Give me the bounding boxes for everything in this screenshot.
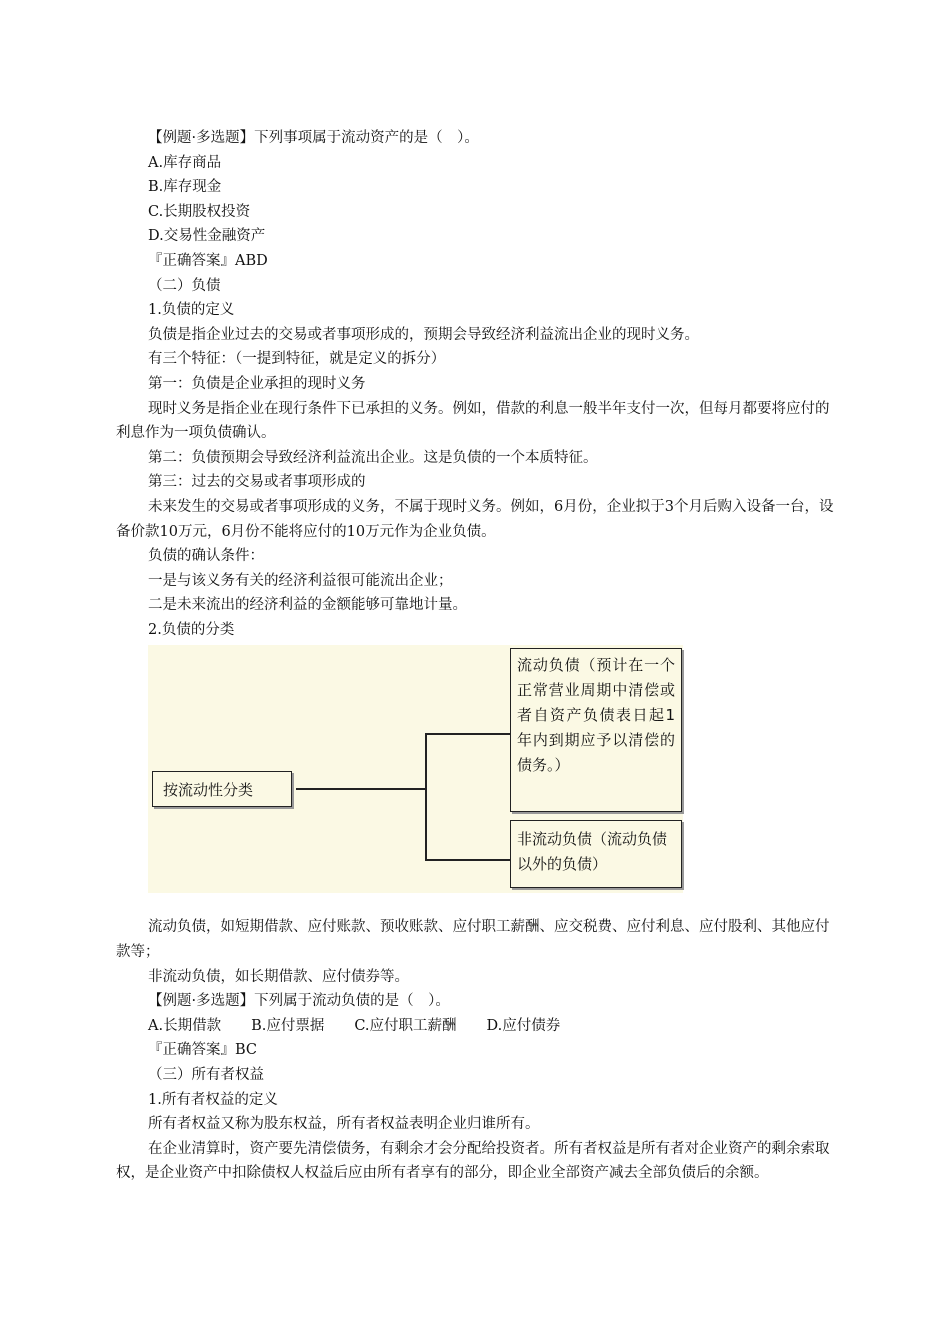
section-liabilities: （二）负债 bbox=[148, 277, 221, 294]
recognition-title: 负债的确认条件： bbox=[148, 548, 264, 565]
q2-option-d: D.应付债券 bbox=[486, 1017, 561, 1034]
answer-2: 『正确答案』BC bbox=[148, 1042, 258, 1059]
question-1: 【例题·多选题】下列事项属于流动资产的是（ ）。 bbox=[148, 130, 479, 146]
subsection-classification: 2.负债的分类 bbox=[148, 621, 235, 638]
feature-3: 第三：过去的交易或者事项形成的 bbox=[148, 474, 366, 491]
option-c: C.长期股权投资 bbox=[148, 203, 251, 220]
subsection-definition: 1.负债的定义 bbox=[148, 302, 235, 319]
question-2-options bbox=[116, 1014, 836, 1039]
paragraph-liquidation: 在企业清算时，资产要先清偿债务，有剩余才会分配给投资者。所有者权益是所有者对企业资产的剩余索取权，是企业资产中扣除债权人权益后应由所有者享有的部分，即企业全部资产减去全部负债后的余额。 bbox=[116, 1140, 830, 1182]
question-2: 【例题·多选题】下列属于流动负债的是（ ）。 bbox=[148, 993, 450, 1010]
feature-1: 第一：负债是企业承担的现时义务 bbox=[148, 375, 366, 392]
recognition-1: 一是与该义务有关的经济利益很可能流出企业； bbox=[148, 572, 453, 589]
q2-option-a: A.长期借款 bbox=[148, 1017, 222, 1034]
paragraph-future-obligation: 未来发生的交易或者事项形成的义务，不属于现时义务。例如，6月份，企业拟于3个月后购入设备一台，设备价款10万元，6月份不能将应付的10万元作为企业负债。 bbox=[116, 498, 834, 540]
root-box: 按流动性分类 bbox=[152, 771, 292, 807]
current-liabilities-box: 流动负债（预计在一个正常营业周期中清偿或者自资产负债表日起1年内到期应予以清偿的债务。） bbox=[510, 648, 682, 812]
paragraph-current-examples: 流动负债，如短期借款、应付账款、预收账款、应付职工薪酬、应交税费、应付利息、应付股利、其他应付款等； bbox=[116, 919, 830, 961]
noncurrent-liabilities-box: 非流动负债（流动负债以外的负债） bbox=[510, 820, 682, 888]
features-intro: 有三个特征：（一提到特征，就是定义的拆分） bbox=[148, 351, 446, 368]
q2-option-b: B.应付票据 bbox=[251, 1017, 325, 1034]
classification-diagram bbox=[148, 645, 683, 893]
subsection-equity-definition: 1.所有者权益的定义 bbox=[148, 1091, 278, 1108]
section-equity: （三）所有者权益 bbox=[148, 1067, 264, 1084]
connector-bottom bbox=[425, 859, 510, 861]
answer-1: 『正确答案』ABD bbox=[148, 252, 268, 269]
q2-option-c: C.应付职工薪酬 bbox=[354, 1017, 457, 1034]
definition-text: 负债是指企业过去的交易或者事项形成的，预期会导致经济利益流出企业的现时义务。 bbox=[148, 326, 699, 343]
connector-top bbox=[425, 733, 510, 735]
option-b: B.库存现金 bbox=[148, 179, 222, 196]
equity-definition-text: 所有者权益又称为股东权益，所有者权益表明企业归谁所有。 bbox=[148, 1116, 540, 1133]
connector-vertical bbox=[425, 733, 427, 860]
recognition-2: 二是未来流出的经济利益的金额能够可靠地计量。 bbox=[148, 597, 467, 614]
feature-2: 第二：负债预期会导致经济利益流出企业。这是负债的一个本质特征。 bbox=[148, 449, 598, 466]
option-d: D.交易性金融资产 bbox=[148, 228, 266, 245]
paragraph-present-obligation: 现时义务是指企业在现行条件下已承担的义务。例如，借款的利息一般半年支付一次，但每月都要将应付的利息作为一项负债确认。 bbox=[116, 400, 830, 442]
connector-root bbox=[296, 788, 426, 790]
document-page bbox=[116, 126, 836, 1186]
noncurrent-examples: 非流动负债，如长期借款、应付债券等。 bbox=[148, 968, 409, 985]
option-a: A.库存商品 bbox=[148, 154, 222, 171]
